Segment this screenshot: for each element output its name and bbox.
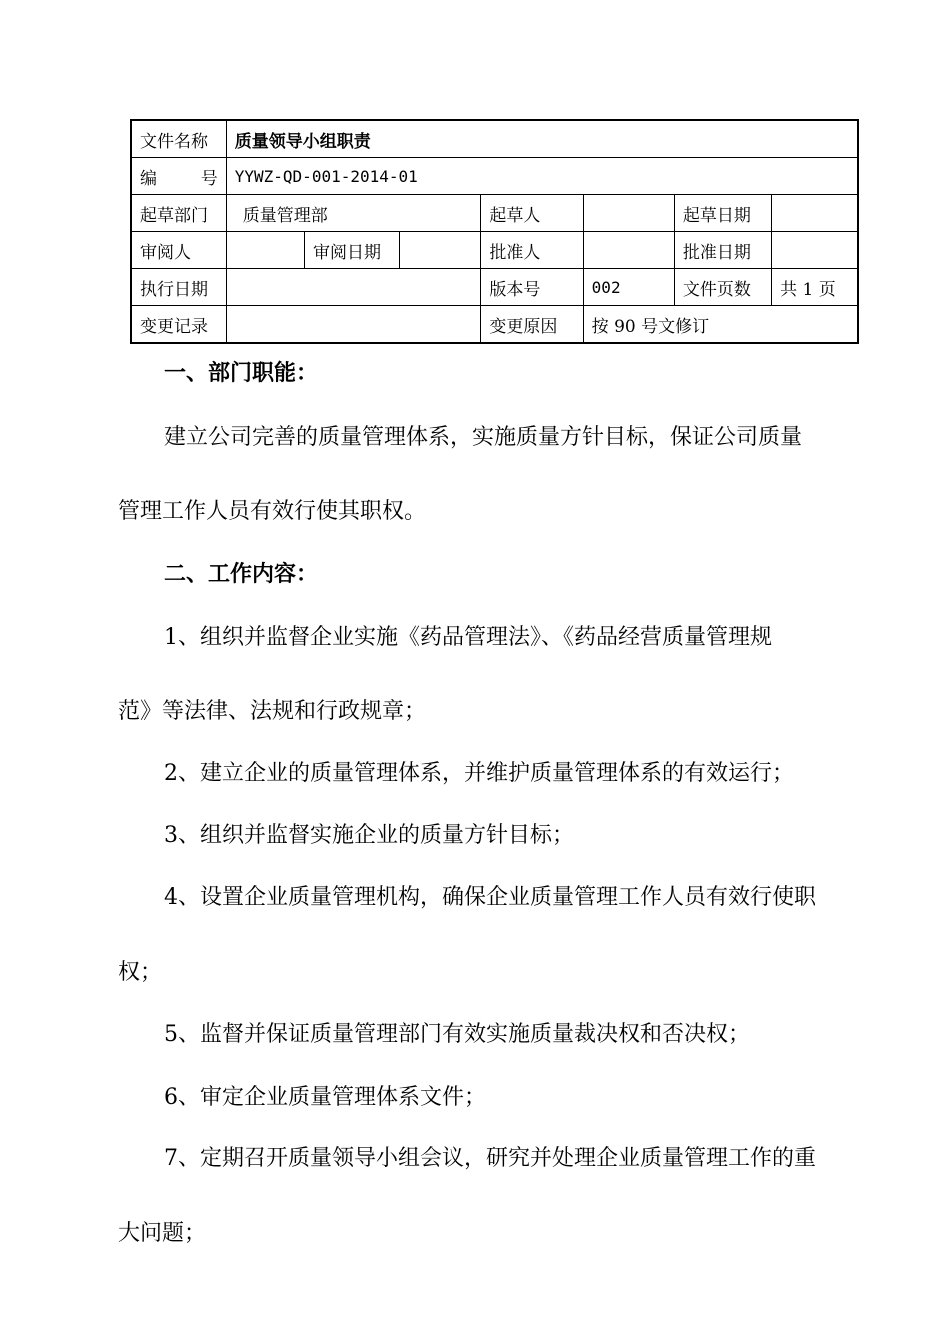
item3: 3、组织并监督实施企业的质量方针目标； [164,823,574,848]
table-row [131,195,858,232]
section1-title: 一、部门职能： [164,360,319,386]
review-date-label: 审阅日期 [304,232,399,269]
doc-number-label-a: 编 [140,168,157,189]
doc-number-value: YYWZ-QD-001-2014-01 [226,158,858,195]
approve-date-label: 批准日期 [674,232,771,269]
doc-number-label [131,158,226,195]
draft-dept-label: 起草部门 [131,195,226,232]
drafter-label: 起草人 [481,195,583,232]
change-record-label: 变更记录 [131,306,226,344]
review-date-value [400,232,481,269]
draft-date-label: 起草日期 [674,195,771,232]
draft-date-value [772,195,858,232]
change-record-value [226,306,481,344]
change-reason-value: 按 90 号文修订 [583,306,858,344]
draft-dept-value: 质量管理部 [226,195,481,232]
section1-text-line2: 管理工作人员有效行使其职权。 [118,499,427,524]
section1-text-line1: 建立公司完善的质量管理体系，实施质量方针目标，保证公司质量 [164,425,803,450]
item4-line1: 4、设置企业质量管理机构，确保企业质量管理工作人员有效行使职 [164,885,816,910]
reviewer-value [226,232,304,269]
table-row [131,120,858,158]
item4-line2: 权； [118,960,163,985]
reviewer-label: 审阅人 [131,232,226,269]
item1-line1: 1、组织并监督企业实施《药品管理法》、《药品经营质量管理规 [164,625,772,650]
item2: 2、建立企业的质量管理体系，并维护质量管理体系的有效运行； [164,761,794,786]
item1-line2: 范》等法律、法规和行政规章； [118,699,427,724]
table-row [131,232,858,269]
doc-name-label: 文件名称 [131,120,226,158]
item7-line2: 大问题； [118,1221,207,1246]
approver-value [583,232,674,269]
drafter-value [583,195,674,232]
item5: 5、监督并保证质量管理部门有效实施质量裁决权和否决权； [164,1022,750,1047]
approve-date-value [772,232,858,269]
doc-number-label-b: 号 [200,168,218,189]
exec-date-label: 执行日期 [131,269,226,306]
doc-name-value: 质量领导小组职责 [226,120,858,158]
item7-line1: 7、定期召开质量领导小组会议，研究并处理企业质量管理工作的重 [164,1146,816,1171]
item6: 6、审定企业质量管理体系文件； [164,1085,486,1110]
section2-title: 二、工作内容： [164,561,319,587]
version-label: 版本号 [481,269,583,306]
change-reason-label: 变更原因 [481,306,583,344]
table-row [131,306,858,344]
table-row [131,269,858,306]
table-row [131,158,858,195]
version-value: 002 [583,269,674,306]
approver-label: 批准人 [481,232,583,269]
pages-label: 文件页数 [674,269,771,306]
exec-date-value [226,269,481,306]
document-header-table [130,119,859,344]
pages-value: 共 1 页 [772,269,858,306]
